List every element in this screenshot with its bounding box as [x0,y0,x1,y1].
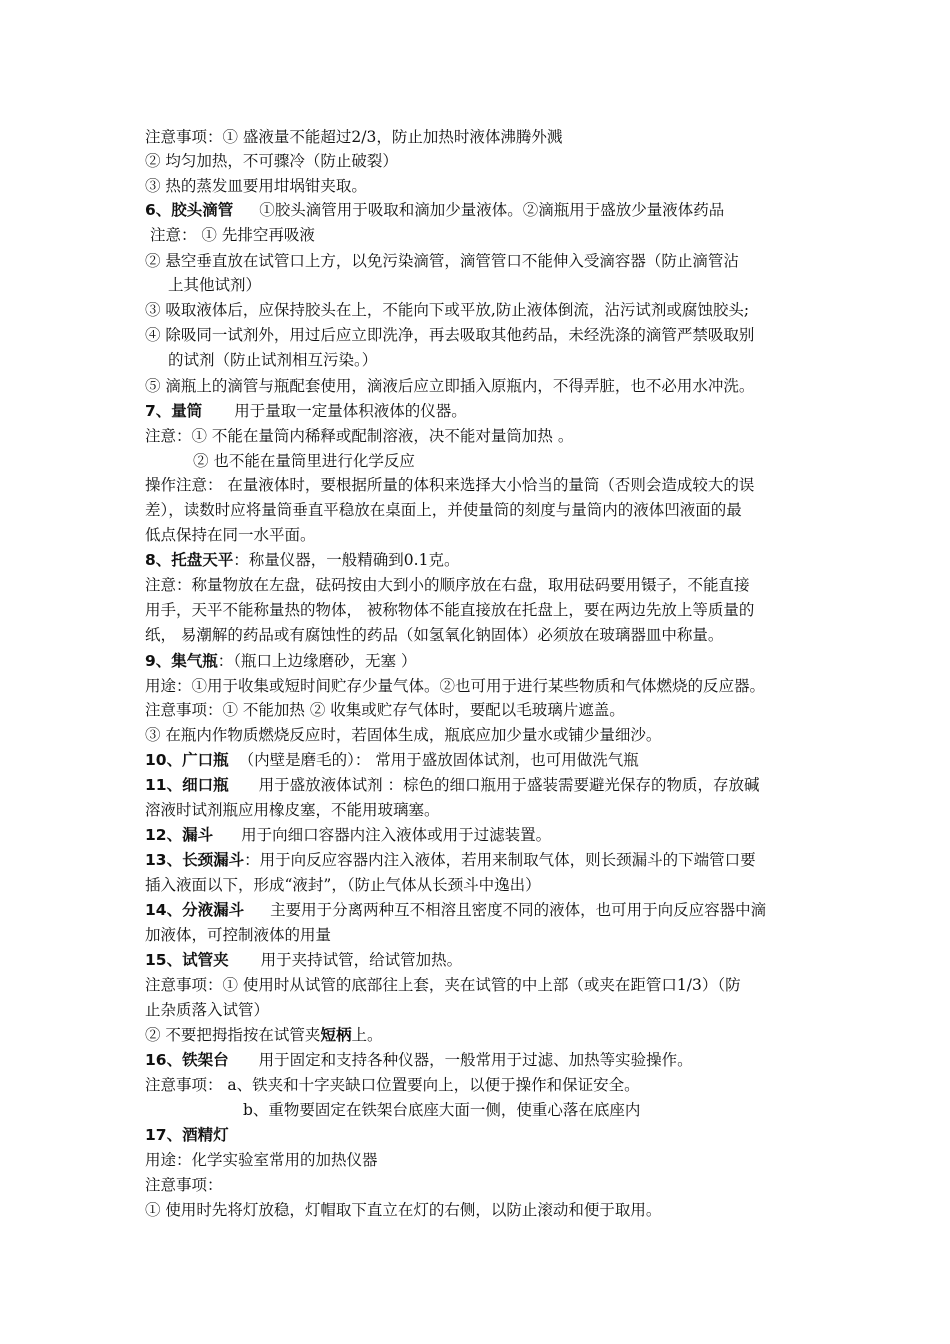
section-heading-line [145,1124,229,1146]
section-title: 8、托盘天平 [145,551,234,569]
section-title: 11、细口瓶 [145,776,229,794]
section-title: 14、分液漏斗 [145,901,245,919]
text-line: ③ 热的蒸发皿要用坩埚钳夹取。 [145,177,367,195]
section-title: 6、胶头滴管 [145,201,234,219]
text-line: ② 悬空垂直放在试管口上方，以免污染滴管，滴管管口不能伸入受滴容器（防止滴管沾 [145,252,739,270]
text-line: 止杂质落入试管） [145,1001,270,1019]
section-heading-line: 12、漏斗 用于向细口容器内注入液体或用于过滤装置。 [145,826,552,844]
section-title: 12、漏斗 [145,826,214,844]
text-line: ② 不要把拇指按在试管夹短柄上。 [145,1026,383,1044]
section-heading-line: 7、量筒 用于量取一定量体积液体的仪器。 [145,402,467,420]
text-line: 上其他试剂） [168,276,262,294]
section-title: 10、广口瓶 [145,751,229,769]
text-line: 纸， 易潮解的药品或有腐蚀性的药品（如氢氧化钠固体）必须放在玻璃器皿中称量。 [145,626,724,644]
text-line: 差），读数时应将量筒垂直平稳放在桌面上，并使量筒的刻度与量筒内的液体凹液面的最 [145,501,742,519]
section-heading-line: 15、试管夹 用于夹持试管，给试管加热。 [145,951,463,969]
section-heading-line: 13、长颈漏斗：用于向反应容器内注入液体，若用来制取气体，则长颈漏斗的下端管口要 [145,851,756,869]
text-line: 用途：①用于收集或短时间贮存少量气体。②也可用于进行某些物质和气体燃烧的反应器。 [145,677,766,695]
section-title: 13、长颈漏斗 [145,851,245,869]
text-line: 注意事项：① 使用时从试管的底部往上套，夹在试管的中上部（或夹在距管口1/3）（防 [145,976,741,994]
text-line: ② 也不能在量筒里进行化学反应 [193,452,415,470]
text-line: 注意事项： a、铁夹和十字夹缺口位置要向上，以便于操作和保证安全。 [145,1076,640,1094]
text-line: ④ 除吸同一试剂外，用过后应立即洗净，再去吸取其他药品，未经洗涤的滴管严禁吸取别 [145,326,755,344]
text-line: ① 使用时先将灯放稳，灯帽取下直立在灯的右侧，以防止滚动和便于取用。 [145,1201,662,1219]
text-line: 加液体，可控制液体的用量 [145,926,332,944]
text-line: ③ 在瓶内作物质燃烧反应时，若固体生成，瓶底应加少量水或铺少量细沙。 [145,726,662,744]
section-title: 16、铁架台 [145,1051,229,1069]
text-line: 插入液面以下，形成“液封”，（防止气体从长颈斗中逸出） [145,876,541,894]
section-heading-line: 9、集气瓶：（瓶口上边缘磨砂，无塞 ） [145,652,417,670]
emphasis-text: 短柄 [320,1026,352,1044]
text-line: 注意事项：① 不能加热 ② 收集或贮存气体时，要配以毛玻璃片遮盖。 [145,701,625,719]
text-line: 溶液时试剂瓶应用橡皮塞，不能用玻璃塞。 [145,801,440,819]
text-line: ⑤ 滴瓶上的滴管与瓶配套使用，滴液后应立即插入原瓶内，不得弄脏，也不必用水冲洗。 [145,377,755,395]
text-line: ③ 吸取液体后，应保持胶头在上，不能向下或平放,防止液体倒流，沾污试剂或腐蚀胶头; [145,301,750,319]
section-title: 15、试管夹 [145,951,229,969]
text-line: 注意事项： [145,1176,223,1194]
section-title: 17、酒精灯 [145,1126,229,1144]
section-heading-line: 10、广口瓶 （内壁是磨毛的）： 常用于盛放固体试剂，也可用做洗气瓶 [145,751,639,769]
section-heading-line: 6、胶头滴管 ①胶头滴管用于吸取和滴加少量液体。②滴瓶用于盛放少量液体药品 [145,201,725,219]
text-line: 操作注意： 在量液体时，要根据所量的体积来选择大小恰当的量筒（否则会造成较大的误 [145,476,755,494]
section-title: 7、量筒 [145,402,203,420]
text-line: ② 均匀加热，不可骤冷（防止破裂） [145,152,398,170]
text-line: 注意： ① 先排空再吸液 [150,226,315,244]
text-line: 低点保持在同一水平面。 [145,526,316,544]
text-line: 注意：称量物放在左盘，砝码按由大到小的顺序放在右盘，取用砝码要用镊子，不能直接 [145,576,750,594]
text-line: 用手，天平不能称量热的物体， 被称物体不能直接放在托盘上，要在两边先放上等质量的 [145,601,755,619]
section-heading-line: 16、铁架台 用于固定和支持各种仪器，一般常用于过滤、加热等实验操作。 [145,1051,693,1069]
section-heading-line: 8、托盘天平：称量仪器，一般精确到0.1克。 [145,551,460,569]
section-heading-line: 11、细口瓶 用于盛放液体试剂 ：棕色的细口瓶用于盛装需要避光保存的物质，存放碱 [145,776,760,794]
section-heading-line: 14、分液漏斗 主要用于分离两种互不相溶且密度不同的液体，也可用于向反应容器中滴 [145,901,767,919]
text-line: 的试剂（防止试剂相互污染。） [168,351,378,369]
text-line: 注意：① 不能在量筒内稀释或配制溶液，决不能对量筒加热 。 [145,427,574,445]
text-line: b、重物要固定在铁架台底座大面一侧，使重心落在底座内 [243,1101,641,1119]
section-title: 9、集气瓶 [145,652,218,670]
text-line: 注意事项：① 盛液量不能超过2/3，防止加热时液体沸腾外溅 [145,128,563,146]
text-line: 用途：化学实验室常用的加热仪器 [145,1151,378,1169]
